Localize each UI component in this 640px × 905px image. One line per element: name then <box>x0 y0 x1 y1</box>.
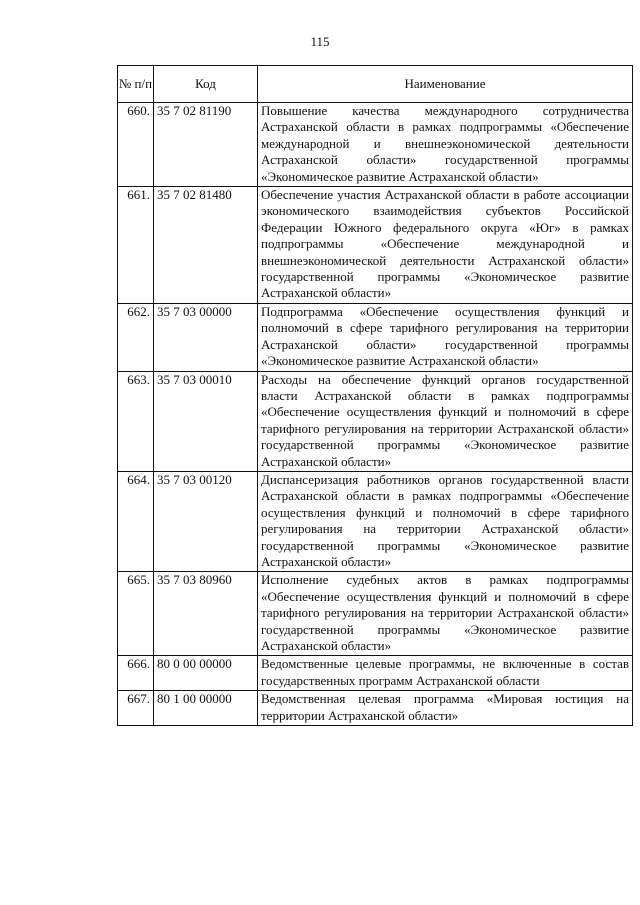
header-name: Наименование <box>258 66 633 103</box>
row-num: 664. <box>118 471 154 571</box>
row-name: Ведомственные целевые программы, не включенные в состав государственных программ Астраханской области <box>258 656 633 691</box>
table-header-row <box>118 66 633 103</box>
page-number: 115 <box>310 34 330 49</box>
row-code: 35 7 03 00120 <box>154 471 258 571</box>
row-code: 35 7 02 81480 <box>154 187 258 304</box>
row-name: Ведомственная целевая программа «Мировая юстиция на территории Астраханской области» <box>258 691 633 726</box>
table-row <box>118 103 633 187</box>
row-num: 662. <box>118 303 154 371</box>
table-row <box>118 371 633 471</box>
row-num: 667. <box>118 691 154 726</box>
row-name: Повышение качества международного сотрудничества Астраханской области в рамках подпрограммы «Обеспечение международной и внешнеэкономической деятельности Астраханской области» государственной программы «Экономическое развитие Астраханской области» <box>258 103 633 187</box>
row-name: Расходы на обеспечение функций органов государственной власти Астраханской области в рамках подпрограммы «Обеспечение осуществления функций и полномочий в сфере тарифного регулирования на территории Астраханской области» государственной программы «Экономическое развитие Астраханской области» <box>258 371 633 471</box>
table-row <box>118 187 633 304</box>
row-num: 660. <box>118 103 154 187</box>
row-code: 35 7 03 00010 <box>154 371 258 471</box>
row-code: 80 0 00 00000 <box>154 656 258 691</box>
row-num: 665. <box>118 572 154 656</box>
table-row <box>118 303 633 371</box>
row-name: Диспансеризация работников органов государственной власти Астраханской области в рамках подпрограммы «Обеспечение осуществления функций и полномочий в сфере тарифного регулирования на территории Астраханской области» государственной программы «Экономическое развитие Астраханской области» <box>258 471 633 571</box>
table-row <box>118 656 633 691</box>
table-row <box>118 572 633 656</box>
row-num: 661. <box>118 187 154 304</box>
row-code: 35 7 02 81190 <box>154 103 258 187</box>
row-code: 35 7 03 00000 <box>154 303 258 371</box>
header-num: № п/п <box>118 66 154 103</box>
row-code: 35 7 03 80960 <box>154 572 258 656</box>
row-name: Подпрограмма «Обеспечение осуществления функций и полномочий в сфере тарифного регулирования на территории Астраханской области» государственной программы «Экономическое развитие Астраханской области» <box>258 303 633 371</box>
row-code: 80 1 00 00000 <box>154 691 258 726</box>
header-code: Код <box>154 66 258 103</box>
table-row <box>118 471 633 571</box>
table-row <box>118 691 633 726</box>
row-name: Обеспечение участия Астраханской области в работе ассоциации экономического взаимодействия субъектов Российской Федерации Южного федерального округа «Юг» в рамках подпрограммы «Обеспечение международной и внешнеэкономической деятельности Астраханской области» государственной программы «Экономическое развитие Астраханской области» <box>258 187 633 304</box>
row-name: Исполнение судебных актов в рамках подпрограммы «Обеспечение осуществления функций и полномочий в сфере тарифного регулирования на территории Астраханской области» государственной программы «Экономическое развитие Астраханской области» <box>258 572 633 656</box>
budget-code-table <box>117 65 633 726</box>
row-num: 666. <box>118 656 154 691</box>
row-num: 663. <box>118 371 154 471</box>
